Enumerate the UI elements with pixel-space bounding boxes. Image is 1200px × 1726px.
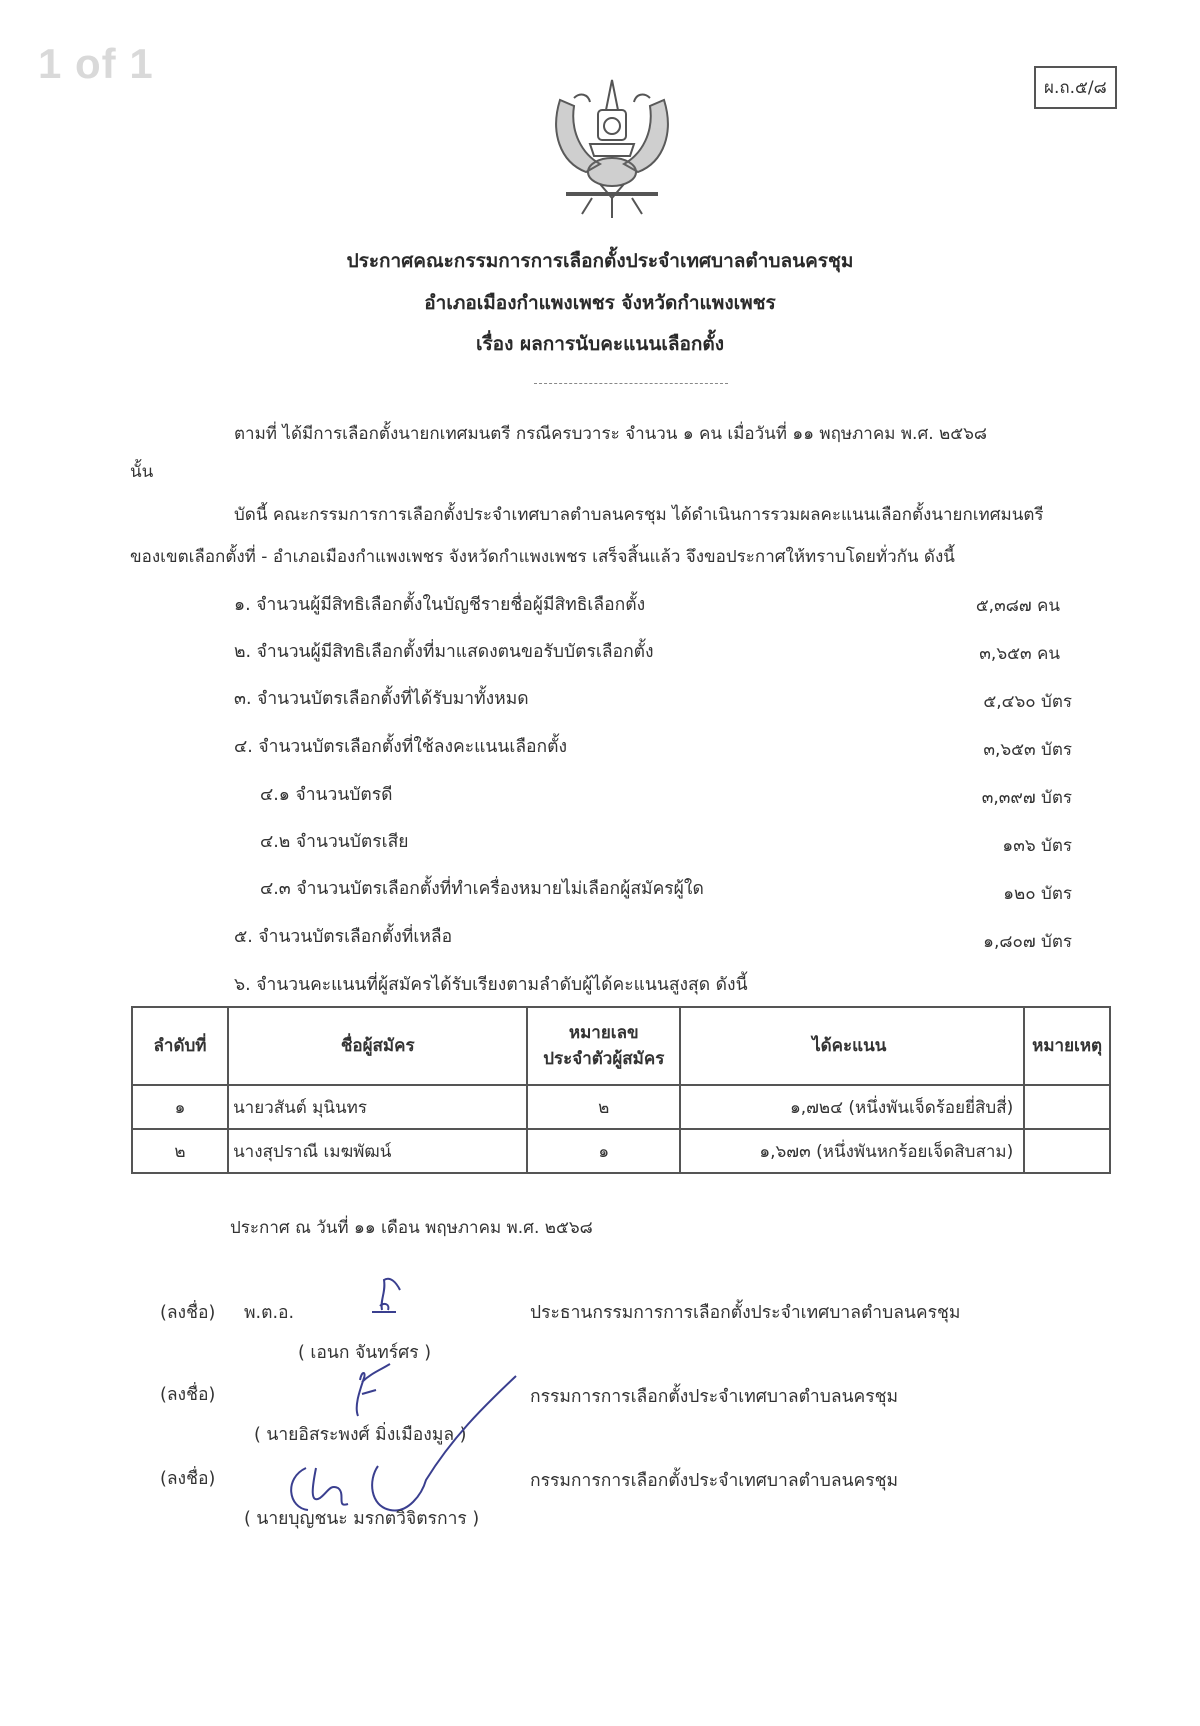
cell-number: ๒ [527, 1085, 680, 1129]
item-6-label: ๖. จำนวนคะแนนที่ผู้สมัครได้รับเรียงตามลำดับผู้ได้คะแนนสูงสุด ดังนี้ [234, 975, 748, 995]
item-4-2-label: ๔.๒ จำนวนบัตรเสีย [260, 832, 409, 852]
item-4-3-value: ๑๒๐ บัตร [1003, 884, 1072, 904]
cell-name: นางสุปราณี เมฆพัฒน์ [228, 1129, 527, 1173]
item-4-1-label: ๔.๑ จำนวนบัตรดี [260, 785, 393, 805]
heading-line-1: ประกาศคณะกรรมการการเลือกตั้งประจำเทศบาลตำบลนครชุม [346, 250, 854, 272]
cell-rank: ๒ [132, 1129, 228, 1173]
signature-1-sign-label: (ลงชื่อ) [160, 1303, 216, 1323]
item-1-value: ๕,๓๘๗ คน [975, 596, 1060, 616]
signature-2-name: ( นายอิสระพงศ์ มิ่งเมืองมูล ) [254, 1425, 467, 1445]
heading-divider [534, 383, 728, 384]
paragraph-1-line-2: นั้น [130, 462, 154, 482]
page-counter: 1 of 1 [38, 40, 154, 87]
signature-1-position: ประธานกรรมการการเลือกตั้งประจำเทศบาลตำบลนครชุม [530, 1303, 961, 1323]
item-5-label: ๕. จำนวนบัตรเลือกตั้งที่เหลือ [234, 927, 453, 947]
signature-2-sign-label: (ลงชื่อ) [160, 1385, 216, 1405]
signature-3-name: ( นายบุญชนะ มรกตวิจิตรการ ) [244, 1509, 480, 1529]
announcement-date: ประกาศ ณ วันที่ ๑๑ เดือน พฤษภาคม พ.ศ. ๒๕๖๘ [230, 1218, 593, 1238]
cell-rank: ๑ [132, 1085, 228, 1129]
signature-2-position: กรรมการการเลือกตั้งประจำเทศบาลตำบลนครชุม [530, 1387, 899, 1407]
header-note: หมายเหตุ [1024, 1007, 1110, 1085]
item-3-label: ๓. จำนวนบัตรเลือกตั้งที่ได้รับมาทั้งหมด [234, 689, 529, 709]
item-4-3-label: ๔.๓ จำนวนบัตรเลือกตั้งที่ทำเครื่องหมายไม่เลือกผู้สมัครผู้ใด [260, 879, 704, 899]
item-4-value: ๓,๖๕๓ บัตร [983, 740, 1072, 760]
header-votes: ได้คะแนน [680, 1007, 1024, 1085]
table-row [132, 1085, 1110, 1129]
results-table [131, 1006, 1111, 1174]
paragraph-2-line-1: บัดนี้ คณะกรรมการการเลือกตั้งประจำเทศบาลตำบลนครชุม ได้ดำเนินการรวมผลคะแนนเลือกตั้งนายกเทศมนตรี [234, 505, 1044, 525]
heading-line-2: อำเภอเมืองกำแพงเพชร จังหวัดกำแพงเพชร [424, 292, 776, 314]
item-1-label: ๑. จำนวนผู้มีสิทธิเลือกตั้งในบัญชีรายชื่อผู้มีสิทธิเลือกตั้ง [234, 595, 646, 615]
form-code-box: ผ.ถ.๕/๘ [1034, 66, 1117, 109]
header-name: ชื่อผู้สมัคร [228, 1007, 527, 1085]
cell-number: ๑ [527, 1129, 680, 1173]
signature-3-handwriting-icon [276, 1368, 526, 1518]
garuda-emblem-icon [540, 72, 684, 222]
signature-1-handwriting-icon [360, 1270, 420, 1320]
heading-subject: เรื่อง ผลการนับคะแนนเลือกตั้ง [475, 333, 724, 355]
signature-3-sign-label: (ลงชื่อ) [160, 1469, 216, 1489]
header-number-line-2: ประจำตัวผู้สมัคร [543, 1049, 665, 1069]
cell-votes: ๑,๗๒๔ (หนึ่งพันเจ็ดร้อยยี่สิบสี่) [680, 1085, 1024, 1129]
cell-note [1024, 1129, 1110, 1173]
item-4-label: ๔. จำนวนบัตรเลือกตั้งที่ใช้ลงคะแนนเลือกตั้ง [234, 737, 568, 757]
signature-3-position: กรรมการการเลือกตั้งประจำเทศบาลตำบลนครชุม [530, 1471, 899, 1491]
signature-1-rank: พ.ต.อ. [244, 1303, 295, 1323]
paragraph-2-line-2: ของเขตเลือกตั้งที่ - อำเภอเมืองกำแพงเพชร จังหวัดกำแพงเพชร เสร็จสิ้นแล้ว จึงขอประกาศให้ทราบโดยทั่วกัน ดังนี้ [130, 547, 955, 567]
table-header-row [132, 1007, 1110, 1085]
cell-votes: ๑,๖๗๓ (หนึ่งพันหกร้อยเจ็ดสิบสาม) [680, 1129, 1024, 1173]
item-2-value: ๓,๖๕๓ คน [979, 644, 1060, 664]
item-5-value: ๑,๘๐๗ บัตร [983, 932, 1072, 952]
cell-note [1024, 1085, 1110, 1129]
cell-name: นายวสันต์ มุนินทร [228, 1085, 527, 1129]
signature-1-name: ( เอนก จันทร์ศร ) [298, 1343, 432, 1363]
item-3-value: ๕,๔๖๐ บัตร [983, 692, 1072, 712]
header-number-line-1: หมายเลข [568, 1022, 639, 1043]
item-2-label: ๒. จำนวนผู้มีสิทธิเลือกตั้งที่มาแสดงตนขอรับบัตรเลือกตั้ง [234, 642, 654, 662]
header-candidate-number [527, 1007, 680, 1085]
table-row [132, 1129, 1110, 1173]
item-4-1-value: ๓,๓๙๗ บัตร [981, 788, 1072, 808]
paragraph-1-line-1: ตามที่ ได้มีการเลือกตั้งนายกเทศมนตรี กรณีครบวาระ จำนวน ๑ คน เมื่อวันที่ ๑๑ พฤษภาคม พ.ศ. ๒๕๖๘ [234, 424, 988, 444]
header-rank: ลำดับที่ [132, 1007, 228, 1085]
item-4-2-value: ๑๓๖ บัตร [1002, 836, 1072, 856]
